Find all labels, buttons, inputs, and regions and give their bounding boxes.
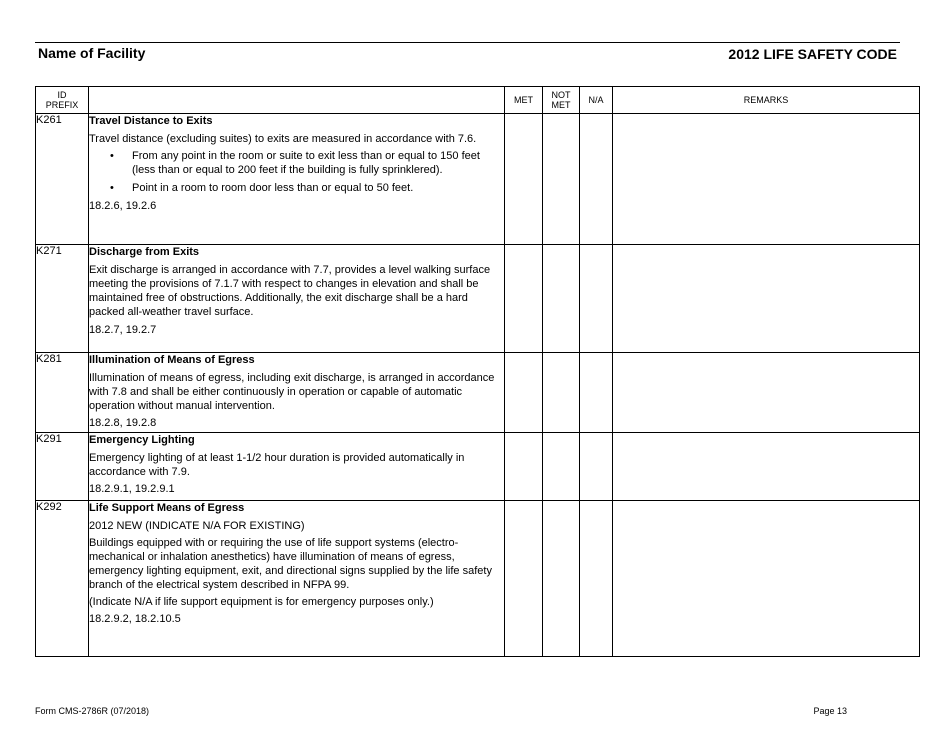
row-id: K281 xyxy=(36,353,89,433)
row-paragraph: Travel distance (excluding suites) to exits are measured in accordance with 7.6. xyxy=(89,133,477,145)
not-met-cell[interactable] xyxy=(543,501,580,657)
row-id: K261 xyxy=(36,114,89,245)
met-cell[interactable] xyxy=(505,501,543,657)
col-not-met xyxy=(543,87,580,114)
row-paragraph: Exit discharge is arranged in accordance with 7.7, provides a level walking surface meeting the provisions of 7.1.7 with respect to changes in elevation and shall be maintained free of obstructions. Additionally, the exit discharge shall be a hard packed all-weather travel surface. xyxy=(89,264,491,318)
not-met-cell[interactable] xyxy=(543,433,580,501)
row-description xyxy=(89,501,505,657)
bullet-text: From any point in the room or suite to exit less than or equal to 150 feet (less than or equal to 200 feet if the building is fully sprinklered). xyxy=(132,150,480,176)
col-met: MET xyxy=(505,87,543,114)
col-remarks: REMARKS xyxy=(613,87,920,114)
table-row-k271 xyxy=(36,245,920,353)
not-met-cell[interactable] xyxy=(543,353,580,433)
row-paragraph: Buildings equipped with or requiring the use of life support systems (electro-mechanical or inhalation anesthetics) have illumination of means of egress, emergency lighting equipment, exit, and directional signs supplied by the life safety branch of the electrical system described in NFPA 99. xyxy=(89,537,492,591)
row-paragraph: 2012 NEW (INDICATE N/A FOR EXISTING) xyxy=(89,520,305,532)
row-title: Life Support Means of Egress xyxy=(89,502,245,514)
row-reference: 18.2.8, 19.2.8 xyxy=(89,417,157,429)
row-description xyxy=(89,245,505,353)
col-id-line1: ID xyxy=(57,90,67,100)
remarks-cell[interactable] xyxy=(613,114,920,245)
life-safety-table xyxy=(35,86,920,657)
col-not-met-line2: MET xyxy=(551,100,571,110)
facility-name-label: Name of Facility xyxy=(38,45,146,61)
row-title: Illumination of Means of Egress xyxy=(89,354,255,366)
col-na: N/A xyxy=(580,87,613,114)
met-cell[interactable] xyxy=(505,114,543,245)
bullet-item xyxy=(89,149,504,177)
remarks-cell[interactable] xyxy=(613,245,920,353)
table-row-k291 xyxy=(36,433,920,501)
met-cell[interactable] xyxy=(505,245,543,353)
code-title: 2012 LIFE SAFETY CODE xyxy=(728,46,897,62)
not-met-cell[interactable] xyxy=(543,245,580,353)
row-bullet-list xyxy=(89,149,504,195)
row-title: Travel Distance to Exits xyxy=(89,115,213,127)
bullet-dot-icon: • xyxy=(110,150,114,162)
page-number: Page 13 xyxy=(813,706,847,716)
col-description xyxy=(89,87,505,114)
met-cell[interactable] xyxy=(505,353,543,433)
table-header-row xyxy=(36,87,920,114)
row-id: K271 xyxy=(36,245,89,353)
row-id: K291 xyxy=(36,433,89,501)
row-description xyxy=(89,433,505,501)
na-cell[interactable] xyxy=(580,501,613,657)
form-id: Form CMS-2786R (07/2018) xyxy=(35,706,150,716)
row-reference: 18.2.9.1, 19.2.9.1 xyxy=(89,483,175,495)
row-reference: 18.2.7, 19.2.7 xyxy=(89,324,157,336)
not-met-cell[interactable] xyxy=(543,114,580,245)
col-id-line2: PREFIX xyxy=(45,100,79,110)
row-id: K292 xyxy=(36,501,89,657)
na-cell[interactable] xyxy=(580,433,613,501)
row-paragraph: (Indicate N/A if life support equipment is for emergency purposes only.) xyxy=(89,596,434,608)
row-title: Emergency Lighting xyxy=(89,434,195,446)
na-cell[interactable] xyxy=(580,114,613,245)
table-row-k281 xyxy=(36,353,920,433)
header-rule xyxy=(35,42,900,43)
remarks-cell[interactable] xyxy=(613,353,920,433)
remarks-cell[interactable] xyxy=(613,433,920,501)
remarks-cell[interactable] xyxy=(613,501,920,657)
col-id-prefix xyxy=(36,87,89,114)
na-cell[interactable] xyxy=(580,353,613,433)
bullet-dot-icon: • xyxy=(110,182,114,194)
na-cell[interactable] xyxy=(580,245,613,353)
table-row-k261 xyxy=(36,114,920,245)
row-description xyxy=(89,353,505,433)
row-paragraph: Emergency lighting of at least 1-1/2 hour duration is provided automatically in accordance with 7.9. xyxy=(89,452,465,478)
col-not-met-line1: NOT xyxy=(551,90,571,100)
met-cell[interactable] xyxy=(505,433,543,501)
bullet-item xyxy=(89,181,504,195)
row-reference: 18.2.6, 19.2.6 xyxy=(89,200,157,212)
table-row-k292 xyxy=(36,501,920,657)
row-paragraph: Illumination of means of egress, including exit discharge, is arranged in accordance with 7.8 and shall be either continuously in operation or capable of automatic operation without manual intervention. xyxy=(89,372,495,412)
row-description xyxy=(89,114,505,245)
row-title: Discharge from Exits xyxy=(89,246,200,258)
row-reference: 18.2.9.2, 18.2.10.5 xyxy=(89,613,181,625)
bullet-text: Point in a room to room door less than or equal to 50 feet. xyxy=(132,182,414,194)
